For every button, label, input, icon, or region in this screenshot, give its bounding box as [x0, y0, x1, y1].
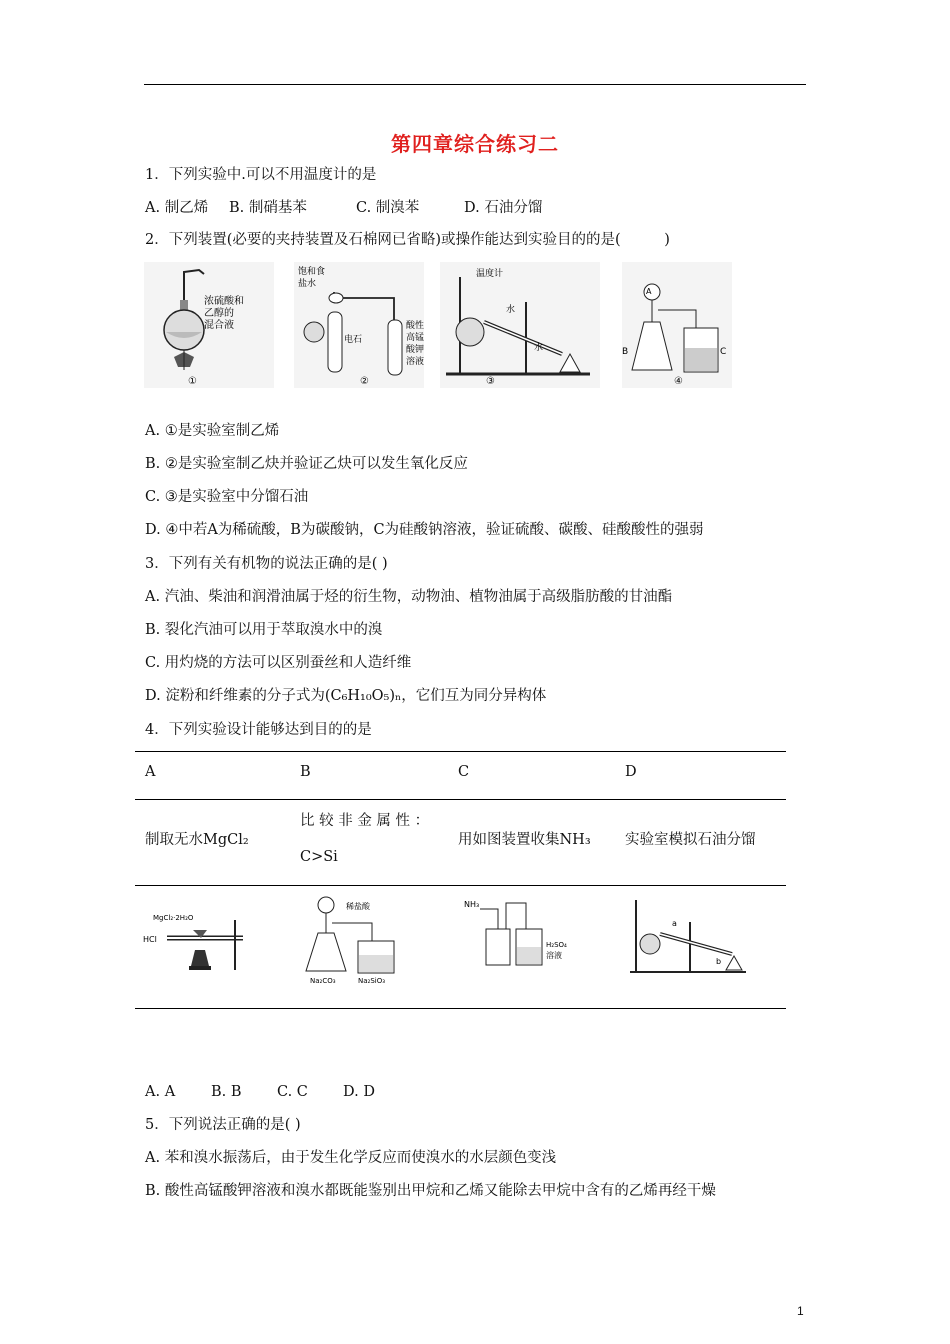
acid-strength-apparatus-image — [300, 893, 410, 985]
q2-stem: 2．下列装置(必要的夹持装置及石棉网已省略)或操作能达到实验目的的是( ) — [145, 232, 670, 248]
fig-a-label-1: MgCl₂·2H₂O — [153, 914, 194, 922]
q4-header-a: A — [145, 764, 156, 780]
q4-figure-d — [628, 892, 748, 976]
fig-c-label-2: H₂SO₄ — [546, 941, 567, 949]
table-middle-rule — [135, 885, 786, 886]
fig-b-label-3: Na₂SiO₃ — [358, 977, 386, 985]
q4-purpose-a: 制取无水MgCl₂ — [145, 832, 249, 848]
q3-option-d: D. 淀粉和纤维素的分子式为(C₆H₁₀O₅)ₙ，它们互为同分异构体 — [145, 688, 547, 704]
distillation-apparatus-image — [628, 892, 748, 976]
fig2-label-line1: 饱和食 — [298, 267, 326, 277]
q5-option-a: A. 苯和溴水振荡后，由于发生化学反应而使溴水的水层颜色变浅 — [145, 1150, 557, 1166]
q4-figure-a — [143, 900, 253, 980]
header-rule — [144, 84, 806, 85]
table-header-rule — [135, 799, 786, 800]
q3-stem: 3．下列有关有机物的说法正确的是( ) — [145, 556, 388, 572]
q4-option-c: C. C — [277, 1084, 308, 1100]
fig2-label-line4: 酸性 — [406, 321, 424, 331]
page-title: 第四章综合练习二 — [391, 132, 559, 156]
q3-option-a: A. 汽油、柴油和润滑油属于烃的衍生物，动物油、植物油属于高级脂肪酸的甘油酯 — [145, 589, 673, 605]
q4-purpose-b-line2: C>Si — [300, 849, 338, 865]
apparatus-1-image — [144, 262, 274, 388]
fig3-number: ③ — [486, 376, 495, 387]
q2-option-a: A. ①是实验室制乙烯 — [145, 423, 280, 439]
q4-purpose-c: 用如图装置收集NH₃ — [458, 832, 591, 848]
fig2-label-line2: 盐水 — [298, 279, 317, 289]
fig-a-label-2: HCl — [143, 935, 157, 944]
q3-option-c: C. 用灼烧的方法可以区别蚕丝和人造纤维 — [145, 655, 412, 671]
q4-purpose-d: 实验室模拟石油分馏 — [625, 832, 756, 848]
fig1-number: ① — [188, 376, 197, 387]
q1-option-a: A. 制乙烯 — [145, 200, 209, 216]
q3-option-b: B. 裂化汽油可以用于萃取溴水中的溴 — [145, 622, 383, 638]
q1-option-b: B. 制硝基苯 — [229, 200, 307, 216]
q4-header-d: D — [625, 764, 637, 780]
fig-d-label-a: a — [672, 919, 677, 928]
q4-figure-b — [300, 893, 410, 985]
nh3-collection-apparatus-image — [458, 895, 568, 975]
q5-option-b: B. 酸性高锰酸钾溶液和溴水都既能鉴别出甲烷和乙烯又能除去甲烷中含有的乙烯再经干燥 — [145, 1183, 716, 1199]
q2-figure-3 — [440, 262, 600, 388]
q4-option-a: A. A — [145, 1084, 176, 1100]
table-top-rule — [135, 751, 786, 752]
page-number: 1 — [797, 1304, 804, 1318]
fig-d-label-b: b — [716, 957, 722, 966]
q4-header-c: C — [458, 764, 470, 780]
q1-stem: 1．下列实验中.可以不用温度计的是 — [145, 167, 377, 183]
fig4-label-c: C — [720, 347, 727, 357]
fig2-label-line7: 溶液 — [406, 357, 424, 367]
q4-figure-c — [458, 895, 568, 975]
table-bottom-rule — [135, 1008, 786, 1009]
apparatus-2-image — [294, 262, 424, 388]
fig3-label-line2: 水 — [506, 305, 516, 315]
fig2-number: ② — [360, 376, 369, 387]
q5-stem: 5．下列说法正确的是( ) — [145, 1117, 301, 1133]
q1-option-d: D. 石油分馏 — [464, 200, 543, 216]
fig2-label-line3: 电石 — [344, 335, 363, 345]
q4-stem: 4．下列实验设计能够达到目的的是 — [145, 722, 372, 738]
fig3-label-line1: 温度计 — [476, 269, 504, 279]
q4-header-b: B — [300, 764, 311, 780]
q4-options — [145, 1082, 375, 1102]
fig-c-label-1: NH₃ — [464, 900, 480, 909]
fig-c-label-3: 溶液 — [546, 951, 562, 960]
q1-option-c: C. 制溴苯 — [356, 200, 420, 216]
fig1-label-line3: 混合液 — [204, 320, 234, 331]
fig1-label-line2: 乙醇的 — [204, 308, 234, 319]
fig2-label-line6: 酸钾 — [406, 345, 424, 355]
q2-figure-1 — [144, 262, 274, 388]
q2-figure-4 — [622, 262, 732, 388]
q4-purpose-b-line1: 比 较 非 金 属 性 ： — [300, 813, 430, 829]
fig3-label-line3: 水 — [534, 343, 544, 353]
q2-option-d: D. ④中若A为稀硫酸，B为碳酸钠，C为硅酸钠溶液，验证硫酸、碳酸、硅酸酸性的强弱 — [145, 522, 704, 538]
fig4-label-b: B — [622, 347, 629, 357]
fig4-number: ④ — [674, 376, 683, 387]
q2-figures — [144, 262, 744, 388]
q2-option-b: B. ②是实验室制乙炔并验证乙炔可以发生氧化反应 — [145, 456, 468, 472]
q2-option-c: C. ③是实验室中分馏石油 — [145, 489, 309, 505]
apparatus-4-image — [622, 262, 732, 388]
q4-option-d: D. D — [343, 1084, 375, 1100]
fig2-label-line5: 高锰 — [406, 333, 424, 343]
q2-figure-2 — [294, 262, 424, 388]
fig1-label-line1: 浓硫酸和 — [204, 296, 244, 307]
q1-options — [145, 198, 542, 218]
mgcl2-apparatus-image — [143, 900, 253, 980]
fig4-label-a: A — [646, 287, 652, 296]
q4-option-b: B. B — [211, 1084, 242, 1100]
fig-b-label-2: Na₂CO₃ — [310, 977, 336, 985]
fig-b-label-1: 稀盐酸 — [346, 902, 370, 911]
apparatus-3-image — [440, 262, 600, 388]
